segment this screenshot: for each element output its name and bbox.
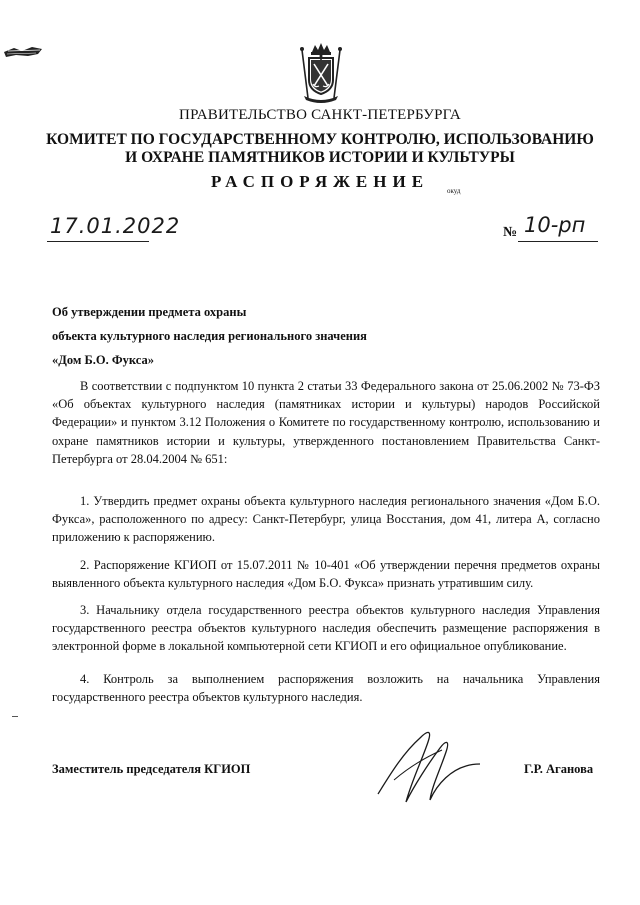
preamble-paragraph: В соответствии с подпунктом 10 пункта 2 статьи 33 Федерального закона от 25.06.2002 № 73-ФЗ «Об объектах культурного наследия (памятниках истории и культуры) народов Российской Федерации» и пунктом 3.12 Положения о Комитете по государственному контролю, использованию и охране памятников истории и культуры, утвержденного постановлением Правительства Санкт-Петербурга от 28.04.2004 № 651: [52,379,600,466]
item-4-paragraph: 4. Контроль за выполнением распоряжения возложить на начальника Управления государственного реестра объектов культурного наследия. [52,672,600,705]
signer-name: Г.Р. Аганова [524,762,594,776]
document-number: 10-рп [524,213,586,237]
subject-line-2: объекта культурного наследия регионального значения [52,329,367,343]
margin-tick [12,716,18,717]
number-label: № [503,225,518,240]
committee-line-2: И ОХРАНЕ ПАМЯТНИКОВ ИСТОРИИ И КУЛЬТУРЫ [125,149,515,166]
handwritten-signature [368,720,498,810]
subject-line-1: Об утверждении предмета охраны [52,305,247,319]
item-1-paragraph: 1. Утвердить предмет охраны объекта культурного наследия регионального значения «Дом Б.О. Фукса», расположенного по адресу: Санкт-Петербург, улица Восстания, дом 41, литера А, согласно приложению к распоряжению. [52,494,600,545]
document-date: 17.01.2022 [50,214,181,238]
signer-title: Заместитель председателя КГИОП [52,762,251,776]
subject-block [52,300,367,372]
government-title: ПРАВИТЕЛЬСТВО САНКТ-ПЕТЕРБУРГА [179,107,461,123]
stamp-mark-icon [2,42,44,60]
coat-of-arms-icon [298,42,344,104]
committee-name [40,131,600,167]
item-2-paragraph: 2. Распоряжение КГИОП от 15.07.2011 № 10-401 «Об утверждении перечня предметов охраны выявленного объекта культурного наследия «Дом Б.О. Фукса» признать утратившим силу. [52,558,600,591]
document-type: РАСПОРЯЖЕНИЕ [210,172,430,191]
item-3-paragraph: 3. Начальнику отдела государственного реестра объектов культурного наследия Управления государственного реестра объектов культурного наследия обеспечить размещение распоряжения в электронной форме в локальной компьютерной сети КГИОП и его официальное опубликование. [52,603,600,654]
okud-label: окуд [447,187,461,195]
committee-line-1: КОМИТЕТ ПО ГОСУДАРСТВЕННОМУ КОНТРОЛЮ, ИСПОЛЬЗОВАНИЮ [46,131,594,148]
subject-line-3: «Дом Б.О. Фукса» [52,353,154,367]
